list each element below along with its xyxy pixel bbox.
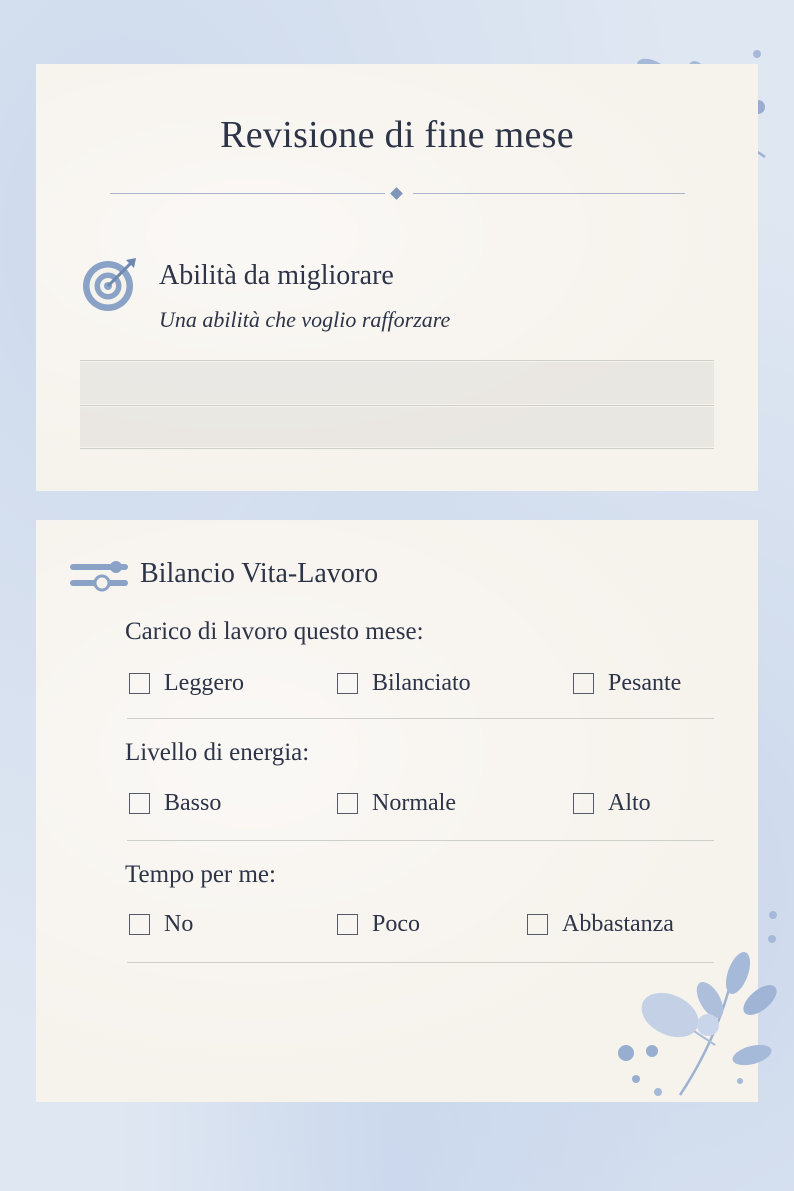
checkbox[interactable] [527,914,548,935]
page-title: Revisione di fine mese [220,114,574,156]
writing-line [80,360,714,361]
option-alto[interactable]: Alto [573,790,651,817]
writing-area[interactable] [80,407,714,447]
option-basso[interactable]: Basso [129,790,221,817]
option-pesante[interactable]: Pesante [573,670,681,697]
leaf-sprig-bottom-icon [610,905,794,1105]
checkbox[interactable] [129,673,150,694]
checkbox[interactable] [337,914,358,935]
option-no[interactable]: No [129,911,193,938]
checkbox[interactable] [573,793,594,814]
checkbox[interactable] [337,793,358,814]
writing-line [80,405,714,406]
question-energy: Livello di energia: [125,739,310,766]
option-leggero[interactable]: Leggero [129,670,244,697]
diamond-ornament [390,187,403,200]
question-workload: Carico di lavoro questo mese: [125,618,424,645]
question-separator [127,718,714,719]
balance-heading: Bilancio Vita-Lavoro [140,558,379,589]
option-poco[interactable]: Poco [337,911,420,938]
checkbox[interactable] [129,793,150,814]
question-separator [127,840,714,841]
target-icon [80,254,142,316]
sliders-icon [68,556,130,596]
option-normale[interactable]: Normale [337,790,456,817]
checkbox[interactable] [129,914,150,935]
question-me-time: Tempo per me: [125,861,276,888]
option-abbastanza[interactable]: Abbastanza [527,911,674,938]
skill-heading: Abilità da migliorare [159,260,394,291]
skill-card [36,64,758,491]
skill-subheading: Una abilità che voglio rafforzare [159,307,451,332]
checkbox[interactable] [573,673,594,694]
option-bilanciato[interactable]: Bilanciato [337,670,471,697]
checkbox[interactable] [337,673,358,694]
title-divider-right [413,193,685,194]
title-divider-left [110,193,385,194]
writing-line [80,448,714,449]
writing-area[interactable] [80,362,714,404]
